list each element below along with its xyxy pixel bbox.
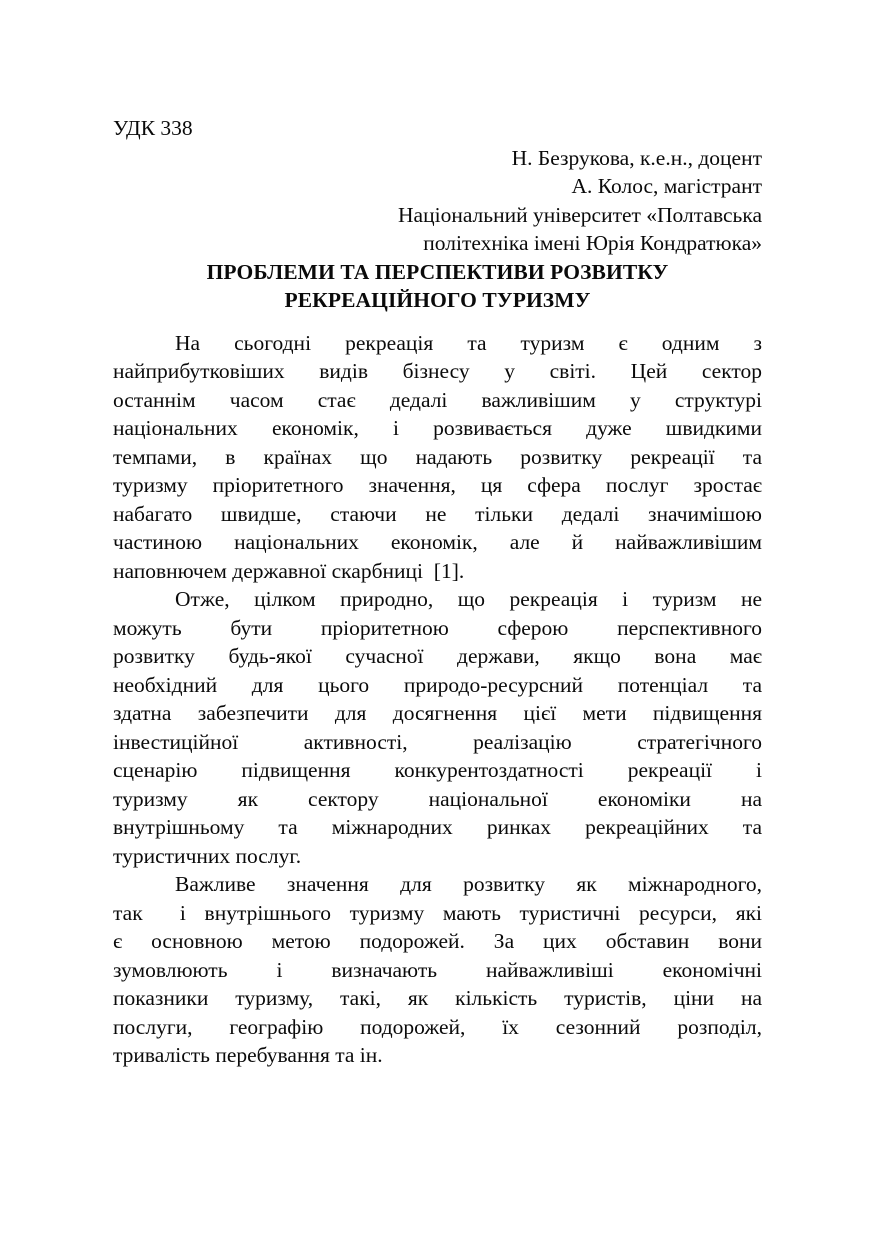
text-line: тривалість перебування та ін. — [113, 1043, 383, 1068]
text-line: частиною національних економік, але й найважливішим — [113, 530, 762, 555]
text-line: послуги, географію подорожей, їх сезонний розподіл, — [113, 1014, 762, 1039]
title-line-2: РЕКРЕАЦІЙНОГО ТУРИЗМУ — [284, 288, 591, 312]
paragraph-2 — [113, 585, 762, 870]
text-line: набагато швидше, стаючи не тільки дедалі значимішою — [113, 501, 762, 526]
page-content — [113, 114, 762, 1070]
title-line-1: ПРОБЛЕМИ ТА ПЕРСПЕКТИВИ РОЗВИТКУ — [206, 259, 669, 284]
text-line: темпами, в країнах що надають розвитку рекреації та — [113, 444, 762, 469]
paragraph-1 — [113, 329, 762, 586]
text-line: туризму як сектору національної економіки на — [113, 786, 762, 811]
text-line: національних економік, і розвивається дуже швидкими — [113, 416, 762, 441]
text-line: Отже, цілком природно, що рекреація і туризм не — [175, 587, 762, 612]
text-line: сценарію підвищення конкурентоздатності рекреації і — [113, 758, 762, 783]
affiliation-line-1: Національний університет «Полтавська — [398, 202, 762, 227]
text-line: останнім часом стає дедалі важливішим у структурі — [113, 387, 762, 412]
text-line: розвитку будь-якої сучасної держави, якщо вона має — [113, 644, 762, 669]
text-line: є основною метою подорожей. За цих обставин вони — [113, 929, 762, 954]
text-line: можуть бути пріоритетною сферою перспективного — [113, 615, 762, 640]
text-line: показники туризму, такі, як кількість туристів, ціни на — [113, 986, 762, 1011]
text-line: так і внутрішнього туризму мають туристичні ресурси, які — [113, 900, 762, 925]
text-line: необхідний для цього природо-ресурсний потенціал та — [113, 672, 762, 697]
author-affiliation-block — [113, 144, 762, 258]
text-line: наповнючем державної скарбниці [1]. — [113, 558, 465, 583]
text-line: На сьогодні рекреація та туризм є одним з — [175, 330, 762, 355]
page-title — [113, 258, 762, 315]
author-line-2: А. Колос, магістрант — [571, 174, 762, 198]
author-line-1: Н. Безрукова, к.е.н., доцент — [511, 145, 762, 170]
paragraph-3 — [113, 870, 762, 1070]
text-line: найприбутковіших видів бізнесу у світі. Цей сектор — [113, 359, 762, 384]
text-line: здатна забезпечити для досягнення цієї мети підвищення — [113, 701, 762, 726]
text-line: зумовлюють і визначають найважливіші економічні — [113, 957, 762, 982]
text-line: туристичних послуг. — [113, 843, 302, 868]
text-line: інвестиційної активності, реалізацію стратегічного — [113, 729, 762, 754]
affiliation-line-2: політехніка імені Юрія Кондратюка» — [423, 231, 762, 255]
text-line: туризму пріоритетного значення, ця сфера послуг зростає — [113, 473, 762, 498]
text-line: Важливе значення для розвитку як міжнародного, — [175, 872, 762, 897]
text-line: внутрішньому та міжнародних ринках рекреаційних та — [113, 815, 762, 840]
udk-classification-code: УДК 338 — [113, 116, 193, 140]
body-text — [113, 329, 762, 1070]
